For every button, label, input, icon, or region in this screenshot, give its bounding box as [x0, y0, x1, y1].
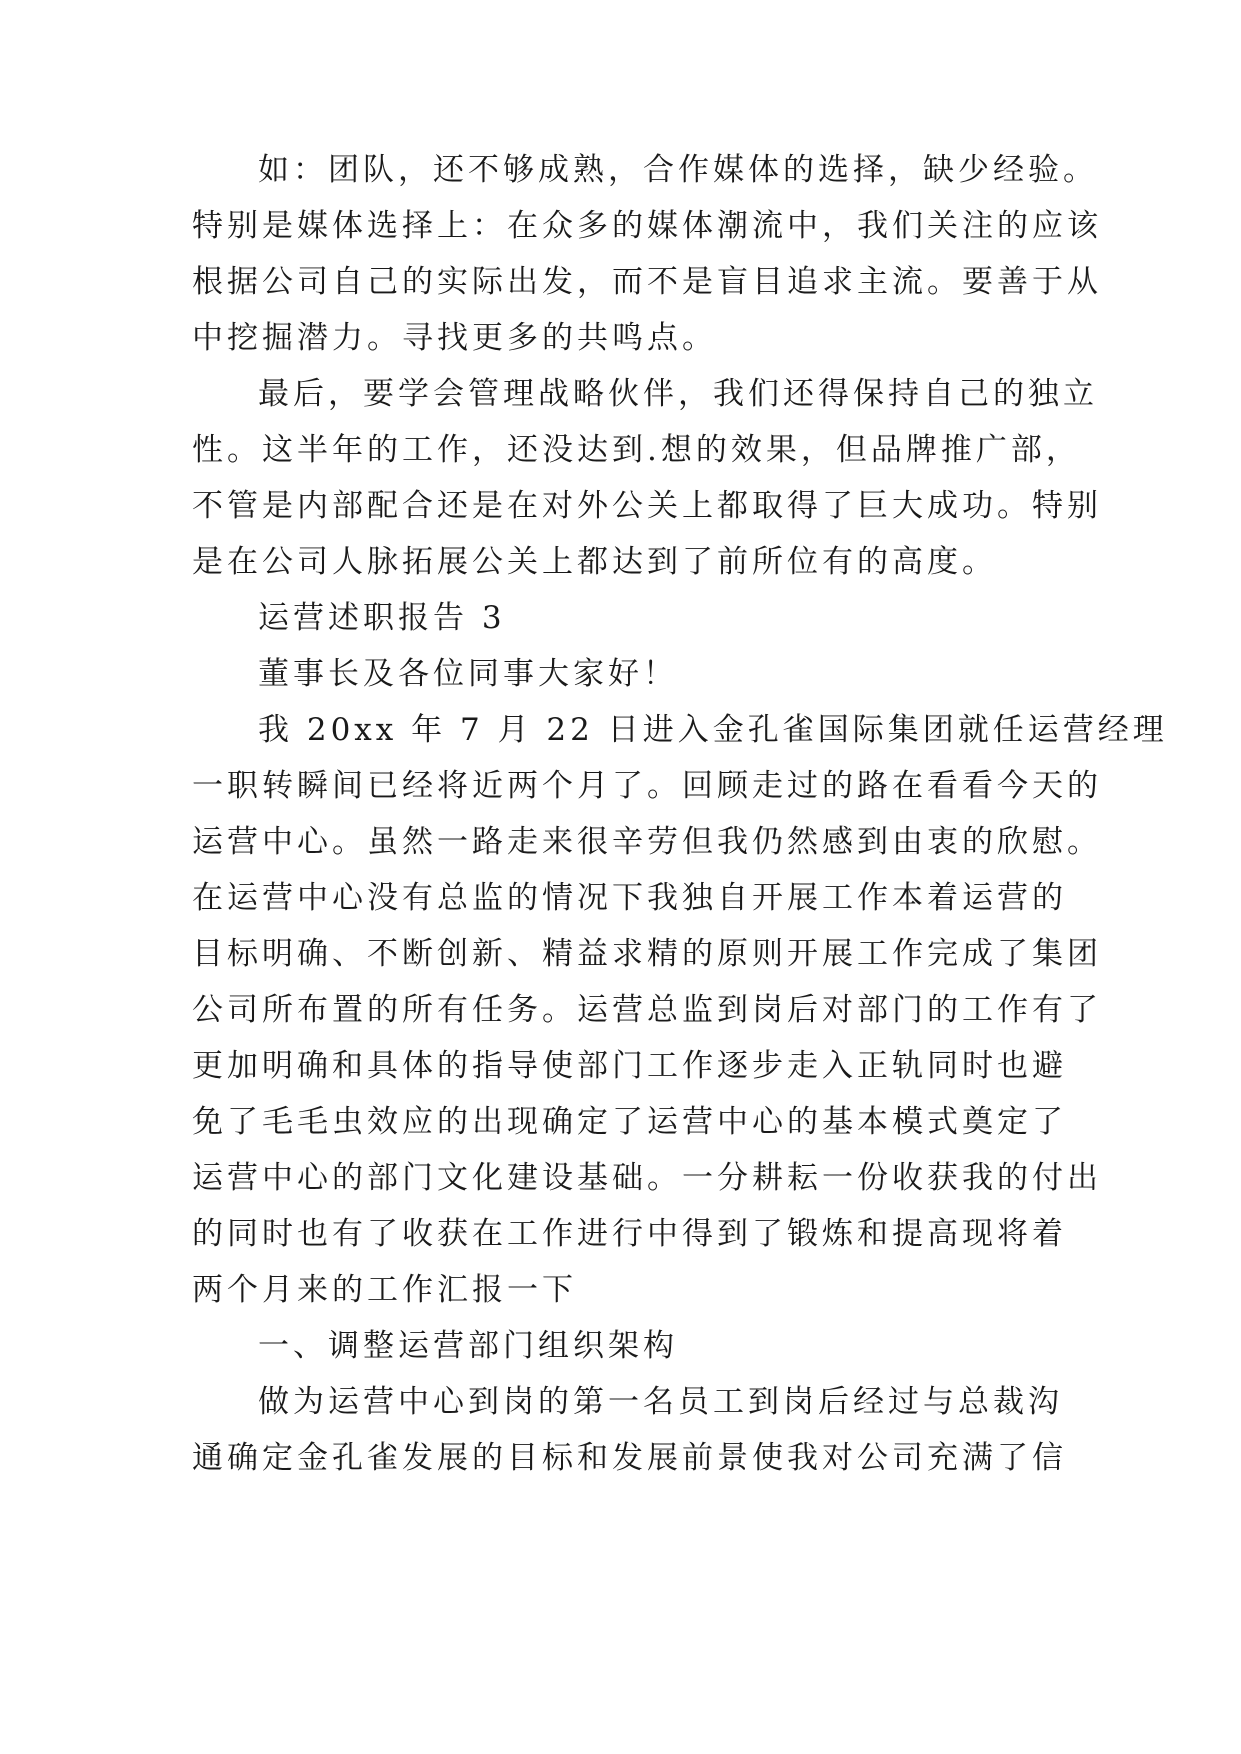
- paragraph-line: 通确定金孔雀发展的目标和发展前景使我对公司充满了信: [192, 1440, 1067, 1476]
- paragraph-line: 免了毛毛虫效应的出现确定了运营中心的基本模式奠定了: [192, 1104, 1067, 1140]
- section-heading: 一、调整运营部门组织架构: [258, 1328, 678, 1364]
- section-title: 运营述职报告 3: [258, 600, 506, 636]
- salutation: 董事长及各位同事大家好！: [258, 656, 678, 692]
- paragraph-line: 的同时也有了收获在工作进行中得到了锻炼和提高现将着: [192, 1216, 1067, 1252]
- paragraph-line: 如：团队，还不够成熟，合作媒体的选择，缺少经验。: [258, 152, 1098, 188]
- paragraph-line: 性。这半年的工作，还没达到.想的效果，但品牌推广部，: [192, 432, 1081, 468]
- paragraph-line: 根据公司自己的实际出发，而不是盲目追求主流。要善于从: [192, 264, 1102, 300]
- paragraph-line: 在运营中心没有总监的情况下我独自开展工作本着运营的: [192, 880, 1067, 916]
- paragraph-line: 特别是媒体选择上：在众多的媒体潮流中，我们关注的应该: [192, 208, 1102, 244]
- paragraph-line: 两个月来的工作汇报一下: [192, 1272, 577, 1308]
- paragraph-line: 更加明确和具体的指导使部门工作逐步走入正轨同时也避: [192, 1048, 1067, 1084]
- paragraph-line: 目标明确、不断创新、精益求精的原则开展工作完成了集团: [192, 936, 1102, 972]
- paragraph-line: 一职转瞬间已经将近两个月了。回顾走过的路在看看今天的: [192, 768, 1102, 804]
- paragraph-line: 做为运营中心到岗的第一名员工到岗后经过与总裁沟: [258, 1384, 1063, 1420]
- paragraph-line: 运营中心。虽然一路走来很辛劳但我仍然感到由衷的欣慰。: [192, 824, 1102, 860]
- paragraph-line: 是在公司人脉拓展公关上都达到了前所位有的高度。: [192, 544, 997, 580]
- paragraph-line: 公司所布置的所有任务。运营总监到岗后对部门的工作有了: [192, 992, 1102, 1028]
- paragraph-line: 我 20xx 年 7 月 22 日进入金孔雀国际集团就任运营经理: [258, 712, 1168, 748]
- paragraph-line: 中挖掘潜力。寻找更多的共鸣点。: [192, 320, 717, 356]
- paragraph-line: 最后，要学会管理战略伙伴，我们还得保持自己的独立: [258, 376, 1098, 412]
- paragraph-line: 运营中心的部门文化建设基础。一分耕耘一份收获我的付出: [192, 1160, 1102, 1196]
- paragraph-line: 不管是内部配合还是在对外公关上都取得了巨大成功。特别: [192, 488, 1102, 524]
